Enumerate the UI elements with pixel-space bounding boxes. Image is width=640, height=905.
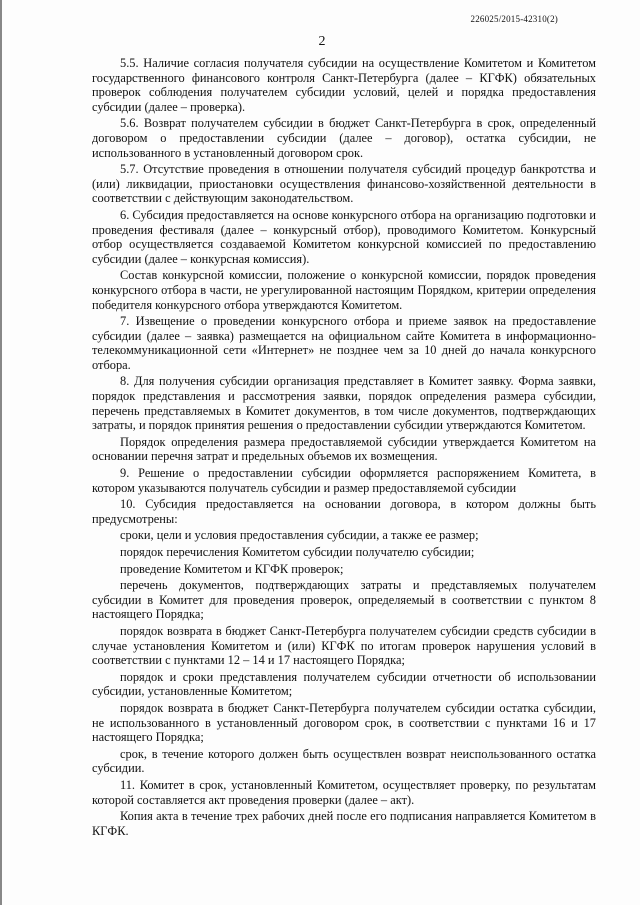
page-number: 2: [318, 34, 326, 49]
list-item: порядок перечисления Комитетом субсидии получателю субсидии;: [120, 545, 475, 559]
paragraph-9: 9. Решение о предоставлении субсидии оформляется распоряжением Комитета, в котором указываются получатель субсидии и размер предоставляемой субсидии: [92, 466, 596, 495]
list-item: порядок возврата в бюджет Санкт-Петербурга получателем субсидии остатка субсидии, не использованного в установленный договором срок, в соответствии с пунктами 16 и 17 настоящего Порядка;: [92, 700, 596, 745]
document-code: 226025/2015-42310(2): [470, 14, 558, 24]
list-item: порядок возврата в бюджет Санкт-Петербурга получателем субсидии средств субсидии в случае установления Комитетом и (или) КГФК по итогам проверок нарушения условий в соответствии с пунктами 12 – 14 и 17 настоящего Порядка;: [92, 623, 596, 668]
paragraph-11: 11. Комитет в срок, установленный Комитетом, осуществляет проверку, по результатам которой составляется акт проведения проверки (далее – акт).: [92, 777, 596, 807]
list-item: срок, в течение которого должен быть осуществлен возврат неиспользованного остатка субсидии.: [92, 746, 596, 776]
list-item: сроки, цели и условия предоставления субсидии, а также ее размер;: [120, 528, 479, 543]
paragraph-8-amount: Порядок определения размера предоставляемой субсидии утверждается Комитетом на основании перечня затрат и предельных объемов их возмещения.: [92, 434, 596, 464]
paragraph-5-7: 5.7. Отсутствие проведения в отношении получателя субсидий процедур банкротства и (или) ликвидации, приостановки осуществления финансово-хозяйственной деятельности в соответствии с действующим законодательством.: [92, 162, 596, 206]
paragraph-8: 8. Для получения субсидии организация представляет в Комитет заявку. Форма заявки, порядок представления и рассмотрения заявки, порядок определения размера субсидии, перечень представляемых в Комитет документов, в том числе документов, подтверждающих затраты, и порядок принятия решения о предоставлении субсидии утверждаются Комитетом.: [92, 374, 596, 433]
paragraph-6: 6. Субсидия предоставляется на основе конкурсного отбора на организацию подготовки и проведения фестиваля (далее – конкурсный отбор), проводимого Комитетом. Конкурсный отбор осуществляется создаваемой Комитетом конкурсной комиссией по предоставлению субсидии (далее – конкурсная комиссия).: [92, 207, 596, 266]
paragraph-10: 10. Субсидия предоставляется на основании договора, в котором должны быть предусмотрены:: [92, 497, 596, 526]
paragraph-11-act-copy: Копия акта в течение трех рабочих дней после его подписания направляется Комитетом в КГФК.: [92, 809, 596, 838]
document-body: [92, 56, 596, 840]
paragraph-7: 7. Извещение о проведении конкурсного отбора и приеме заявок на предоставление субсидии (далее – заявка) размещается на официальном сайте Комитета в информационно-телекоммуникационной сети «Интернет» не позднее чем за 10 дней до начала конкурсного отбора.: [92, 314, 596, 372]
list-item: перечень документов, подтверждающих затраты и представляемых получателем субсидии в Комитет для проведения проверок, определяемый в соответствии с пунктом 8 настоящего Порядка;: [92, 578, 596, 622]
list-item: порядок и сроки представления получателем субсидии отчетности об использовании субсидии, установленные Комитетом;: [92, 669, 596, 699]
paragraph-5-5: 5.5. Наличие согласия получателя субсидии на осуществление Комитетом и Комитетом государственного финансового контроля Санкт-Петербурга (далее – КГФК) обязательных проверок соблюдения получателем субсидии условий, целей и порядка предоставления субсидии (далее – проверка).: [92, 56, 596, 114]
paragraph-6-commission: Состав конкурсной комиссии, положение о конкурсной комиссии, порядок проведения конкурсного отбора в части, не урегулированной настоящим Порядком, критерии определения победителя конкурсного отбора утверждаются Комитетом.: [92, 268, 596, 312]
list-item: проведение Комитетом и КГФК проверок;: [120, 561, 344, 576]
paragraph-5-6: 5.6. Возврат получателем субсидии в бюджет Санкт-Петербурга в срок, определенный договором о предоставлении субсидии (далее – договор), остатка субсидии, не использованного в установленный договором срок.: [92, 116, 596, 160]
